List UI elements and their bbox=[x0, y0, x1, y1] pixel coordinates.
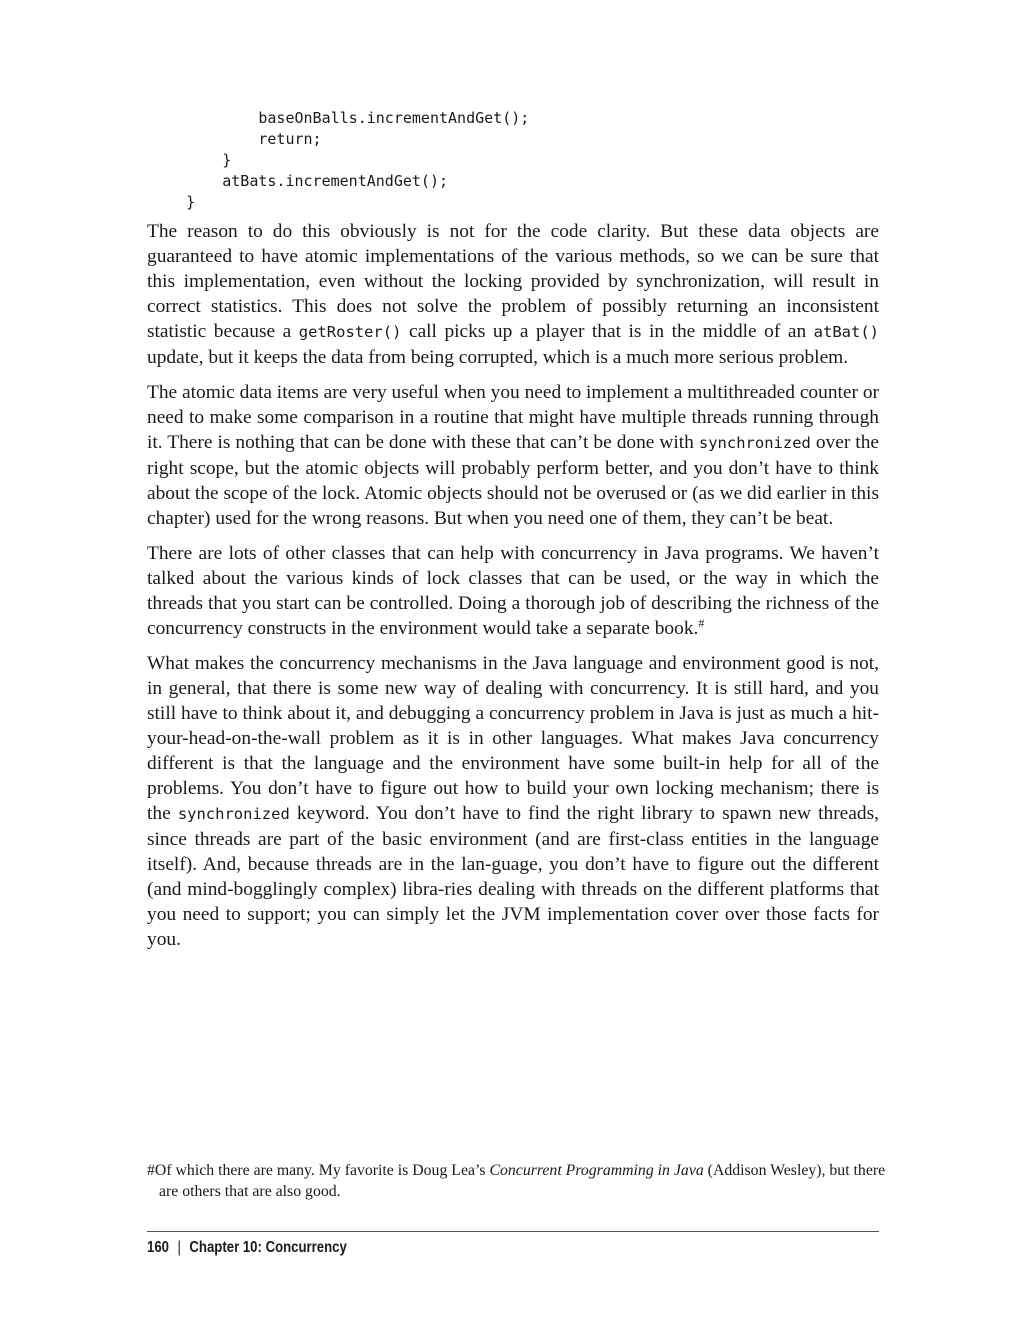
book-title: Concurrent Programming in Java bbox=[489, 1162, 704, 1179]
body-text bbox=[147, 219, 879, 962]
footnote-text: Of which there are many. My favorite is Doug Lea’s bbox=[154, 1162, 490, 1179]
paragraph-text: call picks up a player that is in the middle of an bbox=[401, 321, 814, 342]
inline-code: synchronized bbox=[698, 434, 811, 452]
footnote-mark: # bbox=[147, 1162, 155, 1179]
paragraph-2 bbox=[147, 380, 879, 531]
paragraph-text: update, but it keeps the data from being corrupted, which is a much more serious problem. bbox=[147, 347, 849, 368]
paragraph-text: What makes the concurrency mechanisms in the Java language and environment good is not, in general, that there is some new way of dealing with concurrency. It is still hard, and you still have to think about it, and debugging a concurrency problem in Java is just as much a hit-your-head-on-the-wall problem as it is in other languages. What makes Java concurrency different is that the language and the environment have some built-in help for all of the problems. You don’t have to figure out how to build your own locking mechanism; there is the bbox=[147, 653, 879, 824]
code-block: baseOnBalls.incrementAndGet(); return; } atBats.incrementAndGet(); } bbox=[186, 109, 530, 211]
paragraph-text: There are lots of other classes that can help with concurrency in Java programs. We haven’t talked about the various kinds of lock classes that can be used, or the way in which the threads that you start can be controlled. Doing a thorough job of describing the richness of the concurrency constructs in the environment would take a separate book. bbox=[147, 543, 879, 639]
footnote-reference: # bbox=[698, 616, 705, 630]
paragraph-text: The reason to do this obviously is not for the code clarity. But these data objects are guaranteed to have atomic implementations of the various methods, so we can be sure that this implementation, even without the locking provided by synchronization, will result in correct statistics. This does not solve the problem of possibly returning an inconsistent statistic because a bbox=[147, 221, 879, 342]
chapter-title: Chapter 10: Concurrency bbox=[189, 1239, 347, 1256]
footnote-text: (Addison Wesley), but there are others that are also good. bbox=[159, 1162, 886, 1200]
paragraph-text: keyword. You don’t have to find the right library to spawn new threads, since threads are part of the basic environment (and are first-class entities in the language itself). And, because threads are in the lan-guage, you don’t have to figure out the different (and mind-bogglingly complex) libra-ries dealing with threads on the different platforms that you need to support; you can simply let the JVM implementation cover over those facts for you. bbox=[147, 803, 879, 950]
paragraph-1 bbox=[147, 219, 879, 370]
footer-separator: | bbox=[177, 1239, 181, 1256]
paragraph-3 bbox=[147, 541, 879, 641]
inline-code: getRoster() bbox=[298, 323, 402, 341]
inline-code: atBat() bbox=[813, 323, 879, 341]
page-number: 160 bbox=[147, 1239, 169, 1256]
footnote bbox=[147, 1160, 891, 1202]
paragraph-text: over the right scope, but the atomic objects will probably perform better, and you don’t have to think about the scope of the lock. Atomic objects should not be overused or (as we did earlier in this chapter) used for the wrong reasons. But when you need one of them, they can’t be beat. bbox=[147, 432, 879, 529]
inline-code: synchronized bbox=[177, 805, 290, 823]
paragraph-4 bbox=[147, 651, 879, 952]
paragraph-text: The atomic data items are very useful when you need to implement a multithreaded counter or need to make some comparison in a routine that might have multiple threads running through it. There is nothing that can be done with these that can’t be done with bbox=[147, 382, 879, 453]
footer-rule bbox=[147, 1231, 879, 1232]
page-footer bbox=[147, 1239, 347, 1257]
